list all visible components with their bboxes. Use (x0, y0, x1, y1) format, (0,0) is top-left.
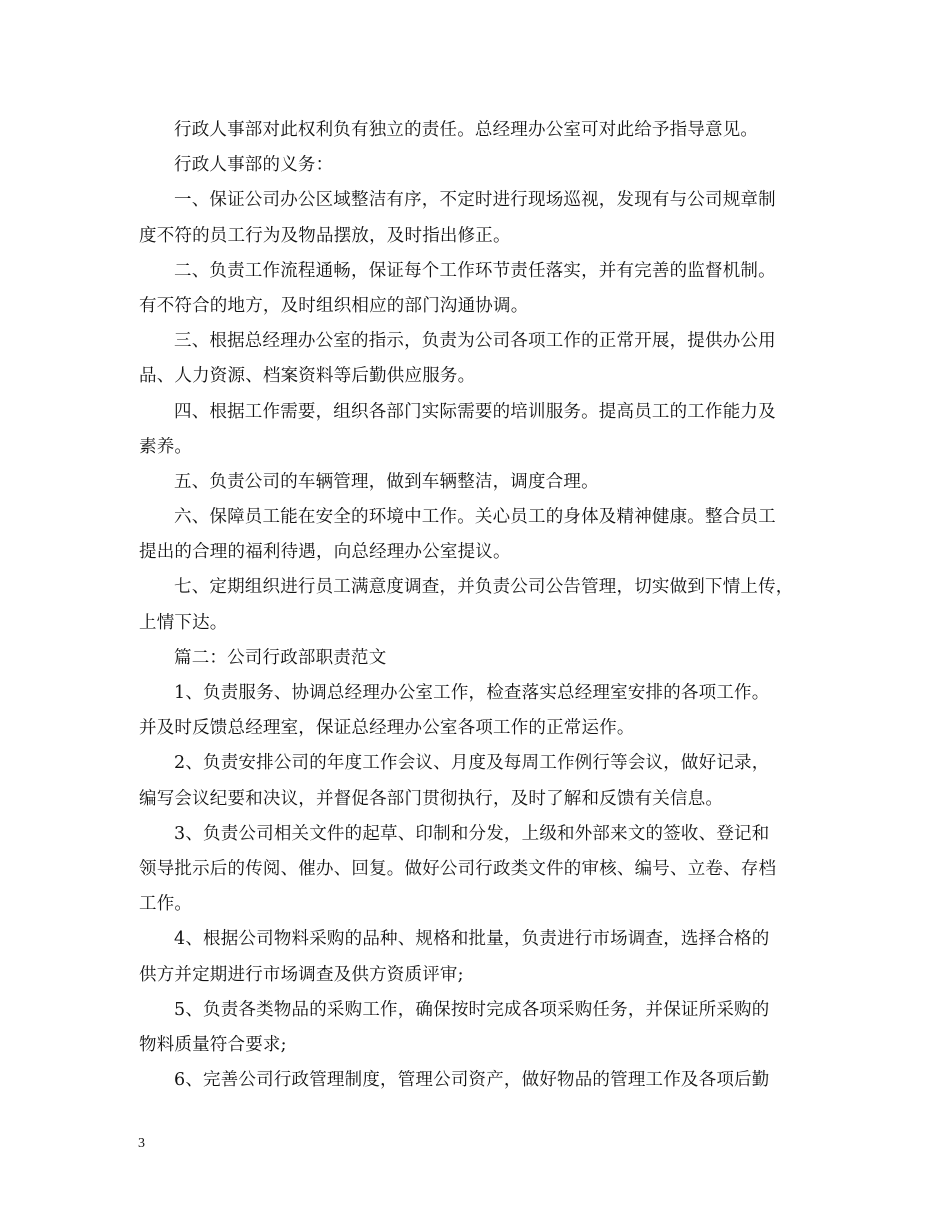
text-line: 工作。 (139, 894, 193, 915)
text-line: 并及时反馈总经理室，保证总经理办公室各项工作的正常运作。 (139, 718, 635, 739)
body-text (139, 113, 813, 1098)
text-line: 物料质量符合要求; (139, 1034, 287, 1055)
text-line: 领导批示后的传阅、催办、回复。做好公司行政类文件的审核、编号、立卷、存档 (139, 858, 777, 879)
text-line: 行政人事部对此权利负有独立的责任。总经理办公室可对此给予指导意见。 (174, 120, 759, 140)
text-line: 2、负责安排公司的年度工作会议、月度及每周工作例行等会议，做好记录， (174, 753, 770, 774)
text-line: 一、保证公司办公区域整洁有序，不定时进行现场巡视，发现有与公司规章制 (174, 190, 776, 211)
text-line: 有不符合的地方，及时组织相应的部门沟通协调。 (139, 295, 529, 316)
text-line: 四、根据工作需要，组织各部门实际需要的培训服务。提高员工的工作能力及 (174, 401, 776, 422)
text-line: 1、负责服务、协调总经理办公室工作，检查落实总经理室安排的各项工作。 (174, 683, 770, 703)
text-line: 度不符的员工行为及物品摆放，及时指出修正。 (139, 225, 511, 246)
section-heading: 篇二：公司行政部职责范文 (174, 647, 387, 668)
text-line: 七、定期组织进行员工满意度调查，并负责公司公告管理，切实做到下情上传， (174, 577, 794, 598)
page-number: 3 (138, 1136, 145, 1151)
text-line: 编写会议纪要和决议，并督促各部门贯彻执行，及时了解和反馈有关信息。 (139, 788, 724, 809)
text-line: 4、根据公司物料采购的品种、规格和批量，负责进行市场调查，选择合格的 (174, 929, 770, 950)
text-line: 五、负责公司的车辆管理，做到车辆整洁，调度合理。 (174, 471, 599, 492)
text-line: 三、根据总经理办公室的指示，负责为公司各项工作的正常开展，提供办公用 (174, 331, 776, 352)
text-line: 提出的合理的福利待遇，向总经理办公室提议。 (139, 542, 511, 563)
text-line: 6、完善公司行政管理制度，管理公司资产，做好物品的管理工作及各项后勤 (174, 1070, 770, 1091)
text-line: 行政人事部的义务： (174, 155, 334, 176)
text-line: 六、保障员工能在安全的环境中工作。关心员工的身体及精神健康。整合员工 (174, 507, 776, 528)
text-line: 素养。 (139, 436, 193, 457)
text-line: 供方并定期进行市场调查及供方资质评审; (139, 964, 464, 985)
text-line: 5、负责各类物品的采购工作，确保按时完成各项采购任务，并保证所采购的 (174, 999, 770, 1020)
text-line: 品、人力资源、档案资料等后勤供应服务。 (139, 366, 476, 387)
text-line: 上情下达。 (139, 612, 228, 633)
text-line: 二、负责工作流程通畅，保证每个工作环节责任落实，并有完善的监督机制。 (174, 260, 776, 281)
text-line: 3、负责公司相关文件的起草、印制和分发，上级和外部来文的签收、登记和 (174, 823, 770, 844)
